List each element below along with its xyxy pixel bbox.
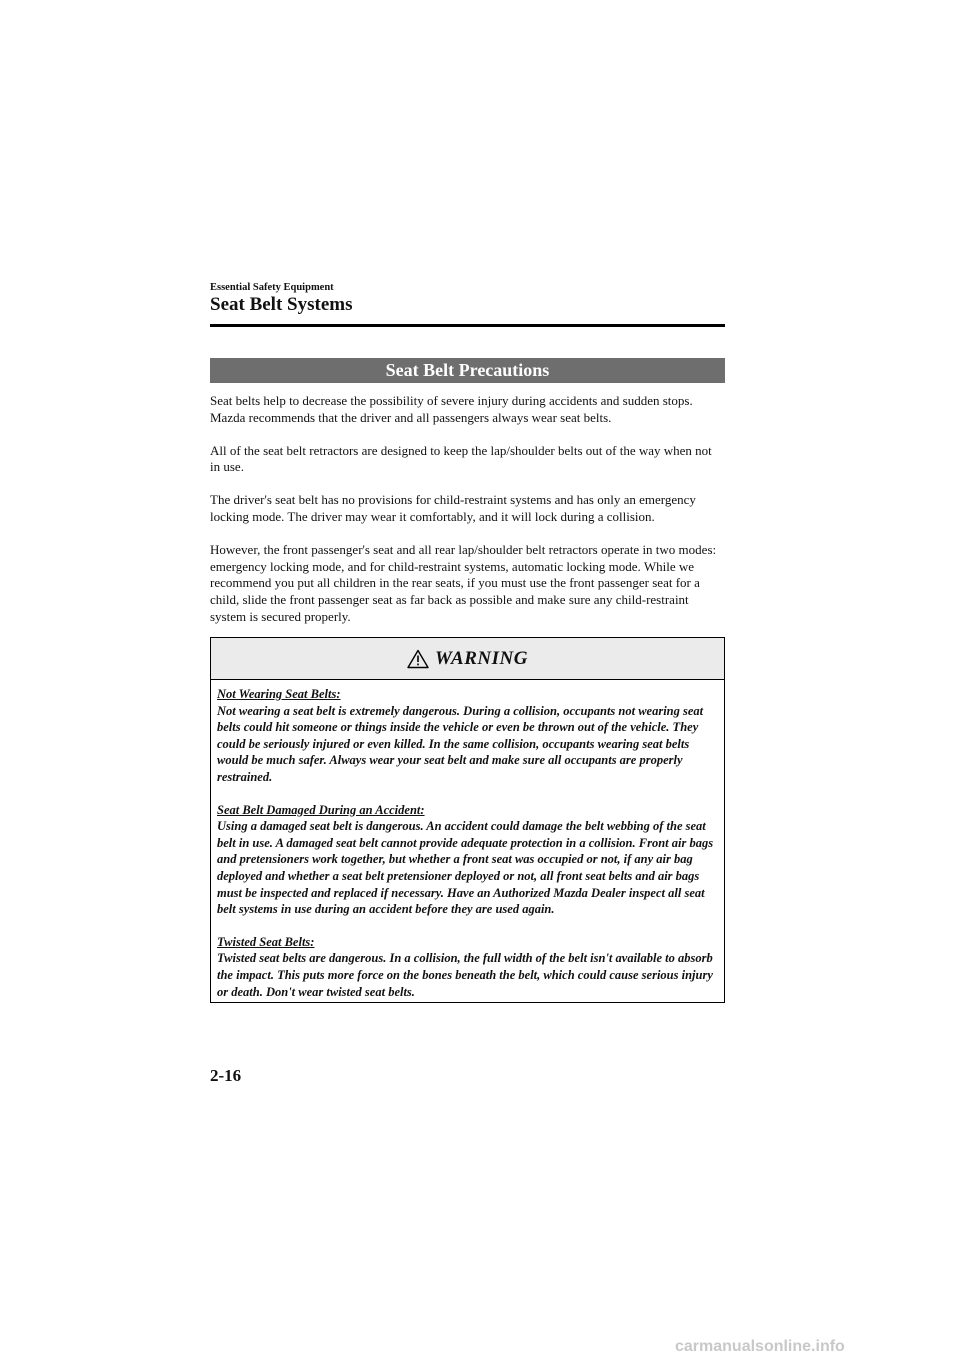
paragraph: Seat belts help to decrease the possibility of severe injury during accidents and sudden stops. Mazda recommends that the driver and all passengers always wear seat belts. (210, 393, 693, 425)
page-title: Seat Belt Systems (210, 294, 353, 315)
warning-item-title: Twisted Seat Belts: (217, 934, 315, 949)
paragraph: All of the seat belt retractors are designed to keep the lap/shoulder belts out of the way when not in use. (210, 442, 712, 475)
warning-body (211, 680, 724, 1000)
body-text (210, 393, 725, 642)
section-heading: Seat Belt Precautions (385, 360, 550, 380)
warning-item-text: Using a damaged seat belt is dangerous. An accident could damage the belt webbing of the seat belt in use. A damaged seat belt cannot provide adequate protection in a collision. Front air bags and pretensioners work together, but whether a front seat was occupied or not, if any air bag deployed and whether a seat belt pretensioner deployed or not, all front seat belts and air bags must be inspected and replaced if necessary. Have an Authorized Mazda Dealer inspect all seat belt systems in use during an accident before they are used again. (217, 819, 714, 917)
warning-item-text: Twisted seat belts are dangerous. In a collision, the full width of the belt isn't available to absorb the impact. This puts more force on the bones beneath the belt, which could cause serious injury or death. Don't wear twisted seat belts. (217, 951, 713, 999)
watermark-text: carmanualsonline.info (675, 1338, 845, 1355)
warning-item (217, 934, 718, 1000)
paragraph: However, the front passenger's seat and all rear lap/shoulder belt retractors operate in two modes: emergency locking mode, and for child-restraint systems, automatic locking mode. While we recommend you put all children in the rear seats, if you must use the front passenger seat for a child, slide the front passenger seat as far back as possible and make sure any child-restraint system is secured properly. (210, 541, 717, 624)
warning-title: WARNING (435, 647, 528, 669)
paragraph: The driver's seat belt has no provisions for child-restraint systems and has only an emergency locking mode. The driver may wear it comfortably, and it will lock during a collision. (210, 492, 696, 524)
warning-item (217, 686, 718, 786)
section-label: Essential Safety Equipment (210, 282, 334, 293)
warning-triangle-icon (407, 649, 429, 669)
title-divider (210, 324, 725, 327)
warning-item-title: Not Wearing Seat Belts: (217, 687, 341, 701)
section-heading-band (210, 358, 725, 383)
warning-item-text: Not wearing a seat belt is extremely dangerous. During a collision, occupants not wearing seat belts could hit someone or things inside the vehicle or even be thrown out of the vehicle. They could be seriously injured or even killed. In the same collision, occupants wearing seat belts would be much safer. Always wear your seat belt and make sure all occupants are properly restrained. (217, 703, 704, 784)
warning-item (217, 802, 718, 918)
warning-box (210, 637, 725, 1003)
warning-header (211, 638, 724, 680)
page-number: 2-16 (210, 1066, 242, 1085)
warning-item-title: Seat Belt Damaged During an Accident: (217, 802, 425, 817)
